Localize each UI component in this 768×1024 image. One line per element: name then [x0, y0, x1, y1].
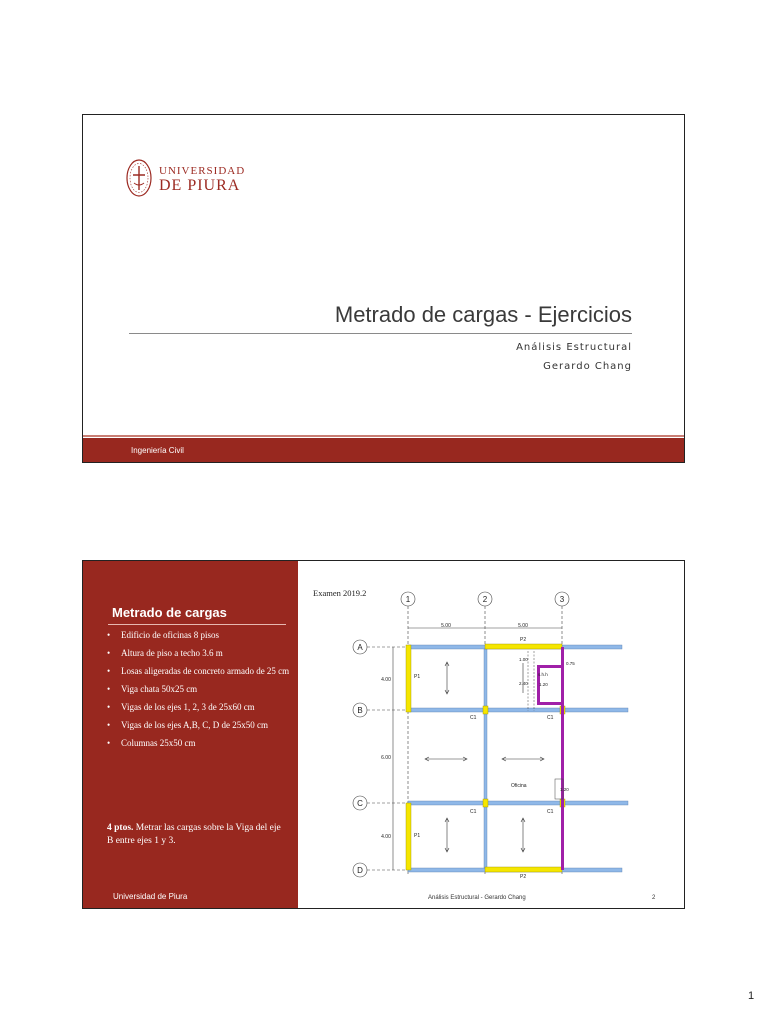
course-name: Análisis Estructural: [516, 342, 632, 353]
axis-label-2: 2: [482, 595, 488, 604]
university-logo: [125, 155, 245, 203]
axis-label-D: D: [357, 866, 363, 875]
title-slide: [82, 114, 685, 463]
column-label: C1: [547, 715, 554, 721]
logo-line-2: DE PIURA: [159, 177, 241, 194]
span-dim-2: 5.00: [518, 623, 528, 629]
list-item: • Columnas 25x50 cm: [107, 737, 292, 750]
list-item: • Altura de piso a techo 3.6 m: [107, 647, 292, 660]
footer-bar: [83, 438, 684, 463]
task-points: 4 ptos.: [107, 823, 134, 833]
floor-plan-panel: [298, 561, 685, 909]
axis-labels: [357, 595, 565, 875]
list-item: • Edificio de oficinas 8 pisos: [107, 629, 292, 642]
bay-dim-1: 4.00: [381, 677, 391, 683]
page-number: 1: [748, 990, 755, 1002]
footer-accent-line: [83, 435, 684, 437]
title-divider: [129, 333, 632, 334]
university-seal-icon: [125, 157, 153, 199]
author-name: Gerardo Chang: [543, 361, 632, 372]
task-statement: [107, 822, 287, 848]
small-labels: [519, 657, 575, 792]
footer-department: Ingeniería Civil: [131, 446, 184, 455]
sidebar-panel: [83, 561, 298, 909]
presentation-title: Metrado de cargas - Ejercicios: [334, 302, 632, 327]
beam-p1-bottom: [406, 803, 411, 870]
logo-line-1: UNIVERSIDAD: [159, 165, 246, 177]
beam-p2-bottom: [485, 867, 562, 872]
specs-list: [107, 629, 292, 755]
beam-p2-top: [485, 644, 562, 649]
list-item: • Viga chata 50x25 cm: [107, 683, 292, 696]
slide-number: 2: [652, 895, 656, 901]
slab-edges: [408, 645, 628, 872]
beam-label-p2-top: P2: [520, 637, 527, 643]
column-label: C1: [470, 715, 477, 721]
dim-100: 1.00: [519, 657, 528, 662]
heading-divider: [108, 624, 286, 625]
footer-course: Análisis Estructural - Gerardo Chang: [428, 895, 526, 901]
dim-120: 1.20: [539, 682, 548, 687]
masonry-walls: [537, 647, 564, 870]
shaft-label: s.h.h: [538, 672, 548, 677]
dim-120b: 1.20: [560, 787, 569, 792]
exercise-slide: [82, 560, 685, 909]
list-item: • Vigas de los ejes A,B, C, D de 25x50 cm: [107, 719, 292, 732]
beam-label-p1-bottom: P1: [414, 833, 421, 839]
bay-dim-3: 4.00: [381, 834, 391, 840]
list-item: • Losas aligeradas de concreto armado de 25 cm: [107, 665, 292, 678]
beam-label-p2-bottom: P2: [520, 874, 527, 880]
axis-label-1: 1: [405, 595, 411, 604]
dimension-labels: [381, 623, 528, 840]
axis-label-A: A: [357, 643, 363, 652]
beam-p1-top: [406, 645, 411, 712]
floor-plan-drawing: [298, 561, 685, 891]
axis-label-3: 3: [559, 595, 565, 604]
span-dim-1: 5.00: [441, 623, 451, 629]
axis-label-C: C: [357, 799, 363, 808]
room-label: Oficina: [511, 783, 527, 789]
footer-university: Universidad de Piura: [113, 892, 188, 901]
exam-label: Examen 2019.2: [313, 588, 367, 598]
task-text: Metrar las cargas sobre la Viga del eje B entre ejes 1 y 3.: [107, 823, 281, 846]
column-label: C1: [470, 809, 477, 815]
dim-240: 2.40: [519, 681, 528, 686]
dim-075: 0.75: [566, 661, 575, 666]
column-label: C1: [547, 809, 554, 815]
section-heading: Metrado de cargas: [112, 605, 227, 620]
list-item: • Vigas de los ejes 1, 2, 3 de 25x60 cm: [107, 701, 292, 714]
beam-label-p1-top: P1: [414, 674, 421, 680]
axis-label-B: B: [357, 706, 363, 715]
bay-dim-2: 6.00: [381, 755, 391, 761]
